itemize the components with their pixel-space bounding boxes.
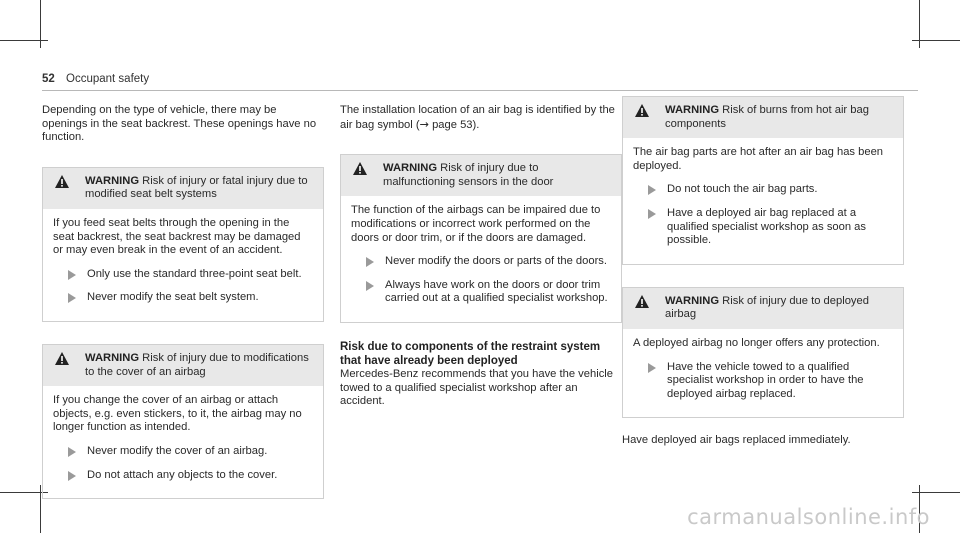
intro-paragraph: Depending on the type of vehicle, there may be openings in the seat backrest. These openings have no function. xyxy=(42,104,317,144)
warning-header xyxy=(623,97,903,138)
step-arrow-icon xyxy=(648,363,656,373)
warning-body xyxy=(43,209,323,321)
step-text: Only use the standard three-point seat belt. xyxy=(87,267,302,280)
watermark: carmanualsonline.info xyxy=(687,505,930,530)
step-arrow-icon xyxy=(68,471,76,481)
warning-label: WARNING xyxy=(85,351,140,364)
step-arrow-icon xyxy=(648,185,656,195)
step-arrow-icon xyxy=(648,209,656,219)
step-text: Have the vehicle towed to a qualified specialist workshop in order to have the deployed airbag replaced. xyxy=(667,360,864,400)
warning-text: A deployed airbag no longer offers any protection. xyxy=(633,336,880,349)
intro-paragraph xyxy=(340,104,622,132)
warning-body xyxy=(341,196,621,322)
warning-label: WARNING xyxy=(665,294,720,307)
warning-title: Risk of injury due to malfunctioning sensors in the door xyxy=(383,162,554,188)
step-text: Never modify the seat belt system. xyxy=(87,291,259,304)
column-3 xyxy=(622,96,904,448)
warning-text: If you change the cover of an airbag or attach objects, e.g. even stickers, to it, the airbag may no longer function as intended. xyxy=(53,394,302,434)
instruction-step xyxy=(53,268,313,282)
warning-label: WARNING xyxy=(665,104,720,116)
column-2 xyxy=(340,104,622,409)
step-text: Never modify the doors or parts of the doors. xyxy=(385,255,607,268)
crop-mark xyxy=(0,40,48,41)
step-text: Have a deployed air bag replaced at a qualified specialist workshop as soon as possible. xyxy=(667,206,866,247)
closing-paragraph: Have deployed air bags replaced immediately. xyxy=(622,434,851,447)
warning-text: The air bag parts are hot after an air bag has been deployed. xyxy=(633,146,884,172)
warning-triangle-icon xyxy=(635,295,649,308)
section-title: Occupant safety xyxy=(66,73,150,85)
warning-box-door-sensors xyxy=(340,154,622,323)
warning-body xyxy=(623,138,903,264)
warning-header xyxy=(623,288,903,329)
page-header xyxy=(42,73,149,87)
warning-label: WARNING xyxy=(85,174,140,187)
instruction-step xyxy=(351,279,611,306)
instruction-step xyxy=(53,469,313,483)
warning-triangle-icon xyxy=(55,352,69,365)
warning-title: Risk of injury or fatal injury due to modified seat belt systems xyxy=(85,174,308,201)
warning-box-airbag-cover xyxy=(42,344,324,499)
warning-box-hot-components xyxy=(622,96,904,265)
warning-title: Risk of burns from hot air bag components xyxy=(665,104,869,130)
step-arrow-icon xyxy=(68,447,76,457)
warning-label: WARNING xyxy=(383,162,438,175)
warning-triangle-icon xyxy=(353,162,367,175)
instruction-step xyxy=(53,291,313,305)
step-text: Do not touch the air bag parts. xyxy=(667,183,818,196)
section-heading: Risk due to components of the restraint system that have already been deployed xyxy=(340,340,601,367)
page-ref-arrow-icon: → xyxy=(419,117,429,131)
warning-body xyxy=(623,329,903,417)
step-text: Never modify the cover of an airbag. xyxy=(87,444,268,457)
warning-header xyxy=(43,345,323,386)
warning-box-seat-belt xyxy=(42,167,324,322)
instruction-step xyxy=(53,445,313,459)
page-ref-link[interactable]: page 53). xyxy=(428,118,480,131)
step-arrow-icon xyxy=(68,293,76,303)
warning-text: If you feed seat belts through the opening in the seat backrest, the seat backrest may be damaged or may even break in the event of an accident. xyxy=(53,216,301,257)
step-arrow-icon xyxy=(366,281,374,291)
body-paragraph: Mercedes-Benz recommends that you have the vehicle towed to a qualified specialist workshop after an accident. xyxy=(340,368,613,408)
step-arrow-icon xyxy=(366,257,374,267)
column-1 xyxy=(42,104,324,499)
crop-mark xyxy=(912,40,960,41)
warning-header xyxy=(341,155,621,196)
crop-mark xyxy=(0,492,48,493)
crop-mark xyxy=(912,492,960,493)
page-number: 52 xyxy=(42,73,55,85)
header-rule xyxy=(42,90,918,91)
warning-header xyxy=(43,168,323,209)
warning-triangle-icon xyxy=(55,175,69,188)
warning-triangle-icon xyxy=(635,104,649,117)
step-text: Always have work on the doors or door trim carried out at a qualified specialist workshop. xyxy=(385,278,608,305)
instruction-step xyxy=(633,361,893,402)
instruction-step xyxy=(633,207,893,248)
step-arrow-icon xyxy=(68,270,76,280)
instruction-step xyxy=(351,255,611,269)
warning-text: The function of the airbags can be impaired due to modifications or incorrect work performed on the doors or door trim, or if the doors are damaged. xyxy=(351,204,601,244)
warning-title: Risk of injury due to deployed airbag xyxy=(665,294,869,321)
step-text: Do not attach any objects to the cover. xyxy=(87,468,278,481)
instruction-step xyxy=(633,183,893,197)
intro-text: The installation location of an air bag is identified by the air bag symbol ( xyxy=(340,104,615,131)
warning-body xyxy=(43,386,323,498)
warning-box-deployed-airbag xyxy=(622,287,904,419)
warning-title: Risk of injury due to modifications to the cover of an airbag xyxy=(85,351,309,378)
